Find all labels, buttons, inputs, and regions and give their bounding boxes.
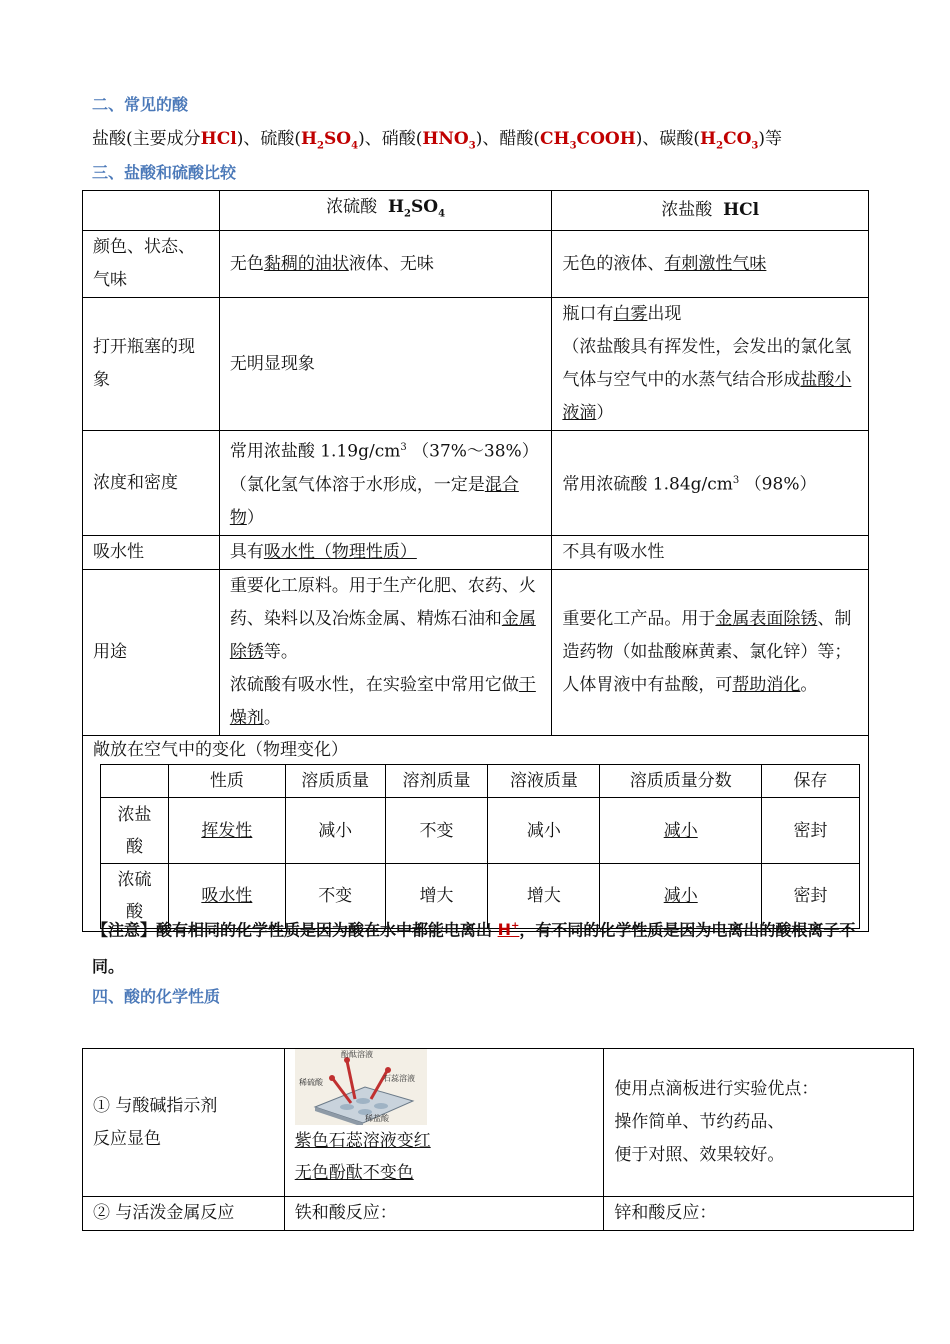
cell-h2so4-open: 无明显现象 xyxy=(219,298,552,431)
img-label: 稀盐酸 xyxy=(364,1114,389,1123)
table-cell: 吸水性 xyxy=(168,864,285,929)
exposure-title: 敞放在空气中的变化（物理变化） xyxy=(93,740,348,761)
header-h2so4: 浓硫酸 $H_2SO_4$ xyxy=(219,191,552,231)
row-label: 浓硫酸 xyxy=(101,864,169,929)
cell-iron: 铁和酸反应： xyxy=(284,1197,604,1231)
row-label: 浓盐酸 xyxy=(101,798,169,864)
row-label-metal: ② 与活泼金属反应 xyxy=(83,1197,285,1231)
exposure-row-hcl xyxy=(101,798,860,864)
formula-hcl: HCl xyxy=(200,129,237,149)
formula-hno3: $HNO_3$ xyxy=(422,129,476,152)
section-4-title: 四、酸的化学性质 xyxy=(92,987,221,1006)
cell-h2so4-color: 无色黏稠的油状液体、无味 xyxy=(219,231,552,298)
text: )、碳酸( xyxy=(635,129,701,149)
formula-ch3cooh: $CH_3COOH$ xyxy=(539,129,636,152)
section-3-title: 三、盐酸和硫酸比较 xyxy=(92,163,237,182)
header-blank xyxy=(101,765,169,798)
header-empty xyxy=(83,191,220,231)
cell-hcl-open: 瓶口有白雾出现 （浓盐酸具有挥发性，会发出的氯化氢气体与空气中的水蒸气结合形成盐酸小液滴） xyxy=(552,298,869,431)
table-cell: 密封 xyxy=(762,864,860,929)
text: )等 xyxy=(758,129,783,149)
row-label-use: 用途 xyxy=(83,570,220,736)
row-label-open: 打开瓶塞的现象 xyxy=(83,298,220,431)
common-acids-line xyxy=(92,124,782,151)
table-cell: 增大 xyxy=(385,864,488,929)
cell-indicator-mid xyxy=(284,1049,604,1197)
table-cell: 减小 xyxy=(600,864,762,929)
header-cell: 性质 xyxy=(168,765,285,798)
cell-exposure xyxy=(83,736,869,932)
row-label-color: 颜色、状态、气味 xyxy=(83,231,220,298)
table-cell: 减小 xyxy=(285,798,385,864)
cell-h2so4-density: 常用浓盐酸 $1.19g/cm^3$ （37%～38%） （氯化氢气体溶于水形成，一定是混合物） xyxy=(219,431,552,536)
cell-hcl-absorb: 不具有吸水性 xyxy=(552,536,869,570)
table-cell: 不变 xyxy=(385,798,488,864)
header-cell: 溶剂质量 xyxy=(385,765,488,798)
cell-zinc: 锌和酸反应： xyxy=(604,1197,914,1231)
header-cell: 溶质质量分数 xyxy=(600,765,762,798)
h-ion: H+ xyxy=(497,920,520,940)
cell-hcl-color: 无色的液体、有刺激性气味 xyxy=(552,231,869,298)
note-paragraph: 【注意】酸有相同的化学性质是因为酸在水中都能电离出 H+，有不同的化学性质是因为电离出的酸根离子不同。 xyxy=(92,920,856,977)
cell-h2so4-use: 重要化工原料。用于生产化肥、农药、火药、染料以及冶炼金属、精炼石油和金属除锈等。 浓硫酸有吸水性，在实验室中常用它做干燥剂。 xyxy=(219,570,552,736)
text: )、硝酸( xyxy=(358,129,423,149)
header-hcl: 浓盐酸 HCl xyxy=(552,191,869,231)
formula-h2co3: $H_2CO_3$ xyxy=(700,129,759,152)
header-cell: 溶质质量 xyxy=(285,765,385,798)
row-label-absorb: 吸水性 xyxy=(83,536,220,570)
comparison-table xyxy=(82,190,869,932)
litmus-result: 紫色石蕊溶液变红 xyxy=(294,1131,431,1151)
exposure-table xyxy=(100,764,860,929)
spot-plate-image xyxy=(295,1049,427,1125)
row-label-indicator: ① 与酸碱指示剂 反应显色 xyxy=(83,1049,285,1197)
section-2-title: 二、常见的酸 xyxy=(92,95,189,114)
text: )、醋酸( xyxy=(475,129,540,149)
header-cell: 溶液质量 xyxy=(488,765,600,798)
table-cell: 密封 xyxy=(762,798,860,864)
table-cell: 增大 xyxy=(488,864,600,929)
img-label: 石蕊溶液 xyxy=(382,1074,415,1083)
row-label-density: 浓度和密度 xyxy=(83,431,220,536)
cell-indicator-right: 使用点滴板进行实验优点： 操作简单、节约药品、 便于对照、效果较好。 xyxy=(604,1049,914,1197)
cell-h2so4-absorb: 具有吸水性（物理性质） xyxy=(219,536,552,570)
img-label: 稀硫酸 xyxy=(298,1078,323,1087)
table-cell: 不变 xyxy=(285,864,385,929)
table-cell: 挥发性 xyxy=(168,798,285,864)
text: 盐酸(主要成分 xyxy=(92,129,201,149)
table-cell: 减小 xyxy=(488,798,600,864)
img-label: 酚酞溶液 xyxy=(340,1050,373,1059)
header-cell: 保存 xyxy=(762,765,860,798)
cell-hcl-use: 重要化工产品。用于金属表面除锈、制造药物（如盐酸麻黄素、氯化锌）等；人体胃液中有盐酸，可帮助消化。 xyxy=(552,570,869,736)
acid-properties-table xyxy=(82,1048,914,1231)
phenolphthalein-result: 无色酚酞不变色 xyxy=(294,1163,414,1183)
table-cell: 减小 xyxy=(600,798,762,864)
formula-h2so4: $H_2SO_4$ xyxy=(300,129,359,152)
exposure-header-row xyxy=(101,765,860,798)
cell-hcl-density: 常用浓硫酸 $1.84g/cm^3$ （98%） xyxy=(552,431,869,536)
text: )、硫酸( xyxy=(236,129,301,149)
